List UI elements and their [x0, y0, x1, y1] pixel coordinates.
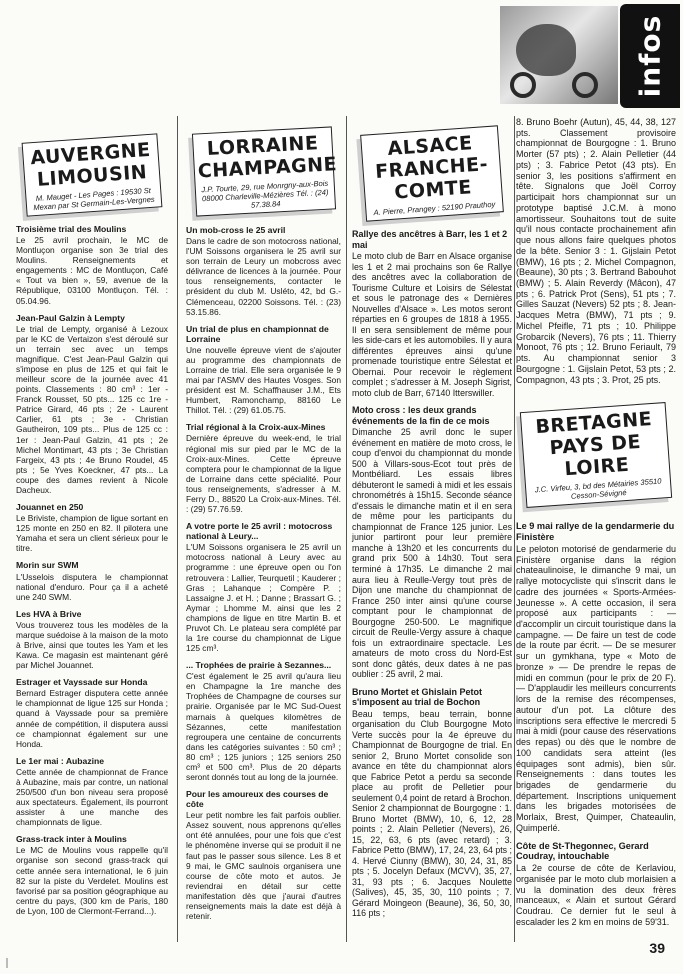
- article-title: Pour les amoureux des courses de côte: [186, 789, 329, 810]
- article-body: Une nouvelle épreuve vient de s'ajouter au programme des championnats de Lorraine de trial. Elle sera organisée le 9 mai par l'ASMV des Hautes Vosges. Son président est M. Schaffhauser J.M., Ets Humbert, Ramonchamp, 88160 Le Thillot. Tél. : (29) 61.05.75.: [186, 344, 341, 416]
- article-body: Le peloton motorisé de gendarmerie du Finistère organise dans la région chateaulinoise, le dimanche 9 mai, un rallye motocycliste qui s'inscrit dans le cadre des journées « Sports-Armées-Jeunesse ». A cette occasion, il sera proposé aux participants : — d'accomplir un circuit touristique dans la campagne. — De faire un test de code de la route par écrit. — De se mesurer sur un gymkhana, type « Moto de bronze » — De prendre le repas de midi en commun (pour le prix de 20 F). — D'applaudir les meilleurs concurrents lors de la remise des récompenses, autour d'un pot. La clôture des inscriptions sera effective le mercredi 5 mai à midi (pour cause des réservations des repas) ou dès que le nombre de 100 candidats sera atteint (les équipages sont admis), bien sûr. Renseignements : dans toutes les brigades de gendarmerie du département. Inscriptions uniquement dans les brigades motorisées de Morlaix, Brest, Quimper, Chateaulin, Quimperlé.: [516, 543, 676, 833]
- rear-wheel: [572, 72, 598, 98]
- article-title: Jean-Paul Galzin à Lempty: [16, 312, 125, 323]
- article-title: Les HVA à Brive: [16, 608, 82, 619]
- region-address: A. Pierre, Prangey : 52190 Prauthoy: [373, 199, 496, 218]
- article-body: L'Usselois disputera le championnat national d'enduro. Pour ça il a acheté une 240 SWM.: [16, 571, 168, 602]
- article-title: Côte de St-Thegonnec, Gerard Coudray, intouchable: [516, 840, 649, 862]
- region-box-auvergne: [22, 133, 163, 216]
- article-body: Le 25 avril prochain, le MC de Montluçon organise son 3e trial des Moulins. Renseignements et engagements : MC de Montluçon, Café « Tout va bien », 59, avenue de la République, 03100 Montluçon. Tél. : 05.04.96.: [16, 235, 168, 306]
- article-title: Grass-track inter à Moulins: [16, 834, 127, 845]
- region-name: LORRAINE CHAMPAGNE: [196, 132, 338, 183]
- article-body: Le Briviste, champion de ligue sortant en 125 monte en 250 en 82. Il pilotera une Yamaha et sera un client sérieux pour le titre.: [16, 513, 168, 554]
- article-title: Un trial de plus en championnat de Lorraine: [186, 323, 329, 344]
- article-title: Morin sur SWM: [16, 560, 79, 571]
- article-body: Dans le cadre de son motocross national, l'UM Soissons organisera le 25 avril sur son terrain de Leury un mobcross avec délivrance de licences à la journée. Pour tous renseignements, contacter le président du club M. Usléto, 42, bd G.-Clémenceau, 02200 Soissons. Tél. : (23) 53.15.86.: [186, 236, 341, 317]
- article-title: Un mob-cross le 25 avril: [186, 225, 286, 235]
- motocross-photo: [500, 6, 618, 104]
- article-title: Rallye des ancêtres à Barr, les 1 et 2 mai: [352, 229, 508, 250]
- article-body: L'UM Soissons organisera le 25 avril un motocross national à Leury avec au programme : une épreuve open ou l'on retrouvera : Lallier, Teurquetil ; Kauderer ; Gras ; Lahanque ; Compère P. ; Lassaigne J. et H. ; Danne ; Brassart G. ; Aymar ; Lhomme M. ainsi que les 2 champions de ligue en titre Martin B. et Pruvot Ch. Le plateau sera complété par la 1re course du championnat de Ligue 125 cm³.: [186, 542, 341, 654]
- region-box-bretagne: [520, 402, 672, 508]
- article-body: Cette année de championnat de France à Aubazine, mais par contre, un national 250/500 d'un bon niveau sera proposé aux spectateurs. Également, ils pourront assister à une manche des championnats de ligue.: [16, 766, 168, 828]
- column-auvergne: [16, 116, 168, 916]
- front-wheel: [510, 72, 536, 98]
- article-body: Vous trouverez tous les modèles de la marque suédoise à la maison de la moto à Brive, ainsi que toutes les Yam et les Kawa. Ce magasin est maintenant géré par Michel Jouannet.: [16, 619, 168, 671]
- column-rule: [514, 116, 515, 942]
- column-results-bretagne: [516, 116, 676, 928]
- article-title: Troisième trial des Moulins: [16, 224, 127, 234]
- article-title: A votre porte le 25 avril : motocross national à Leury...: [186, 521, 333, 542]
- region-name: AUVERGNE LIMOUSIN: [29, 138, 152, 191]
- results-continuation: 8. Bruno Boehr (Autun), 45, 44, 38, 127 pts. Classement provisoire championnat de Bourgogne : 1. Bruno Morter (57 pts) ; 2. Alain Pelletier (44 pts) ; 3. Fabrice Petot (43 pts). En senior 3, les positions s'affirment en tête. Signalons que Joël Corroy participait hors championnat sur un prototype baptisé J.C.M. à mono amortisseur. Souhaitons tout de suite qu'il nous contacte prochainement afin que nous allons faire quelques photos de la bête. Senior 3 : 1. Gijslain Petot (BMW), 16 pts ; 2. Michel Compagnon, (Beaune), 30 pts ; 3. Bertrand Babouhot (BMW) ; 5. Alain Reverdy (Mâcon), 47 pts ; 6. Patrick Prot (Sens), 51 pts ; 7. Gilles Sauzat (Nevers) 52 pts ; 8. Jean-Jacques Metra (BMW), 71 pts ; 9. Michel Pfeifle, 71 pts ; 10. Philippe Grobarcik (Nevers), 76 pts ; 11. Thierry Monoot, 76 pts ; 12. Bruno Feriault, 79 pts. Au championnat senior 3 Bourgogne : 1. Gijslain Petot, 53 pts ; 2. Compagnon, 43 pts ; 3. Prot, 25 pts.: [516, 117, 676, 385]
- masthead: [0, 0, 683, 108]
- column-rule: [177, 116, 178, 942]
- section-tab-label: infos: [633, 14, 667, 98]
- article-title: Le 1er mai : Aubazine: [16, 755, 105, 766]
- article-body: Dimanche 25 avril donc le super événement en matière de moto cross, le coup d'envoi du championnat du monde 500 à Villars-sous-Ecot tout près de Montbéliard. Les essais libres débuteront le samedi à midi et les essais chronométrés à 15h15. Seconde séance d'essais le dimanche matin et il en sera de même pour les participants du championnat de France 125 junior. Les junior partiront pour leur première manche à 13h20 et les concurrents du grand prix 500 à 14h30. Tout sera terminé à 17h35. Le dimanche 2 mai aura lieu à Reulle-Vergy tout près de Dijon une manche du championnat de France 250 inter ainsi qu'une course comptant pour le championnat de Bourgogne 250-500. Le magnifique circuit de Reulle-Vergy assure à chaque fois un extraordinaire spectacle. Les amateurs de moto cross du Nord-Est sont donc gâtés, deux dates à ne pas oublier : 25 avril, 2 mai.: [352, 427, 512, 680]
- region-name: BRETAGNE PAYS DE LOIRE: [534, 408, 653, 481]
- column-rule: [346, 116, 347, 942]
- article-body: C'est également le 25 avril qu'aura lieu en Champagne la 1re manche des Trophées de Champagne de courses sur prairie. Organisée par le MC Sud-Ouest marnais à quelques kilomètres de Sézannes, cette manifestation regroupera une centaine de concurrents dans les catégories suivantes : 50 cm³ ; 80 cm³ ; 125 juniors ; 125 seniors 250 cm³ et 500 cm³. Plus de 20 départs seront donnés tout au long de la journée.: [186, 671, 341, 782]
- article-body: Le MC de Moulins vous rappelle qu'il organise son second grass-track qui cette année sera international, le 6 juin 82 sur la piste du Verdelet. Moulins est favorisé par sa position géographique au centre du pays, (300 km de Paris, 180 de Lyon, 100 de Clermont-Ferrand...).: [16, 845, 168, 916]
- article-title: Estrager et Vayssade sur Honda: [16, 677, 148, 688]
- article-body: Bernard Estrager disputera cette année le championnat de ligue 125 sur Honda ; quand à Vayssade pour sa première année de compétition, il disputera aussi ce championnat également sur une Honda.: [16, 688, 168, 749]
- column-alsace: [352, 116, 512, 919]
- article-body: Beau temps, beau terrain, bonne organisation du Club Bourgogne Moto Verte succès pour la 4e épreuve du Championnat de Bourgogne de trial. En senior 2, Bruno Mortet consolide son avance en tête du championnat alors que Fabrice Petot a perdu sa seconde place au profit de Pelletier pour seulement 0,4 point de retard à Brochon. Senior 2 championnat de Bourgogne : 1. Bruno Mortet (BMW), 10, 6, 12, 28 points ; 2. Alain Pelletier (Nevers), 26, 15, 22, 63, 6 pts (avec retard) ; 3. Fabrice Petto (BMW), 17, 24, 23, 64 pts ; 4. Hervé Ciunny (BMW), 30, 24, 31, 85 pts ; 5. Jocelyn Defaux (MCVV), 35, 27, 31, 93 pts ; 6. Jacques Noulette (Salives), 45, 35, 30, 110 points ; 7. Gérard Moingeon (Beaune), 36, 50, 30, 116 pts ;: [352, 708, 512, 919]
- article-title: ... Trophées de prairie à Sezannes...: [186, 660, 332, 671]
- region-address: M. Mauget - Les Pages : 19530 St Mexan par St Germain-Les-Vergnes: [32, 185, 155, 213]
- column-lorraine: [186, 116, 341, 921]
- region-box-lorraine: [191, 126, 338, 216]
- region-address: J.C. Virfeu, 3, bd des Métairies 35510 Cesson-Sévigné: [534, 476, 662, 502]
- page-number: 39: [649, 940, 665, 956]
- article-body: Le trial de Lempty, organisé à Lezoux par le KC de Vertaizon s'est déroulé sur un terrain sec avec un temps magnifique. C'est Jean-Paul Galzin qui s'impose en plus de 125 et qui fait le meilleur score de la journée avec 41 points. Classements : 80 cm³ : 1er - Franck Rousset, 50 pts... 125 cc 1re - Patrice Girard, 46 pts ; 2e - Laurent Carlier, 61 pts ; 3e - Christian Gautheiron, 109 pts... Plus de 125 cc : 1er : Jean-Paul Galzin, 41 pts ; 2e Michel Montimart, 43 pts ; 3e Christian Fargeix, 43 pts ; 4e Bruno Roudel, 45 pts ; 5e Yves Koeckner, 47 pts... La coupe des dames revient à Nicole Dacheux.: [16, 323, 168, 495]
- article-body: Le moto club de Barr en Alsace organise les 1 et 2 mai prochains son 6e Rallye des ancêtres avec la collaboration de Tourisme Culture et Loisirs de Sélestat et sous le patronage des « Dernières Nouvelles d'Alsace ». Les motos seront réparties en 6 groupes de 1818 à 1955. Il en sera sensiblement de même pour les side-cars et les automobiles. Il y aura différentes épreuves ainsi qu'une promenade touristique entre Sélestat et Obernai. Pour recevoir le règlement complet ; s'adresser à M. Joseph Sigrist, moto club de Barr, 67140 Itterswiller.: [352, 251, 512, 398]
- region-box-alsace: [360, 125, 504, 221]
- article-title: Jouannet en 250: [16, 502, 84, 513]
- region-name: ALSACE FRANCHE-COMTE: [374, 132, 489, 204]
- article-title: Moto cross : les deux grands événements de la fin de ce mois: [352, 405, 490, 426]
- article-title: Le 9 mai rallye de la gendarmerie du Finistère: [516, 521, 675, 543]
- article-body: Leur petit nombre les fait parfois oublier. Assez souvent, nous apprenons qu'elles ont été annulées, pour une fois que c'est le phénomène inverse qui se produit il ne faut pas le passer sous silence. Les 8 et 9 mai, le GMC saulnois organisera une course de côte moto et autos. Je reviendrai en détail sur cette manifestation dès que j'aurai d'autres renseignements mais la date est déjà à retenir.: [186, 810, 341, 921]
- rider-silhouette: [516, 24, 576, 76]
- section-tab: [620, 4, 680, 108]
- margin-mark: [6, 958, 8, 968]
- article-body: Dernière épreuve du week-end, le trial régional mis sur pied par le MC de la Croix-aux-Mines. Cette épreuve comptera pour le championnat de la ligue de Lorraine dans cette spécialité. Pour tous renseignements, s'adresser à M. Ferry D., 88520 La Croix-aux-Mines. Tél. : (29) 57.76.59.: [186, 433, 341, 515]
- article-body: La 2e course de côte de Kerlaviou, organisée par le moto club morlaisien a vu la domination des deux frères manceaux, « Alain et surtout Gérard Coudrau. Ce dernier fut le seul à escalader les 2 km en moins de 59'31.: [516, 863, 676, 927]
- region-address: J.P. Tourte, 29, rue Monrgny-aux-Bois 08000 Charleville-Mézières Tél. : (24) 57.38.84: [200, 178, 329, 210]
- article-title: Trial régional à la Croix-aux-Mines: [186, 422, 326, 433]
- article-title: Bruno Mortet et Ghislain Petot s'imposent au trial de Bochon: [352, 686, 483, 708]
